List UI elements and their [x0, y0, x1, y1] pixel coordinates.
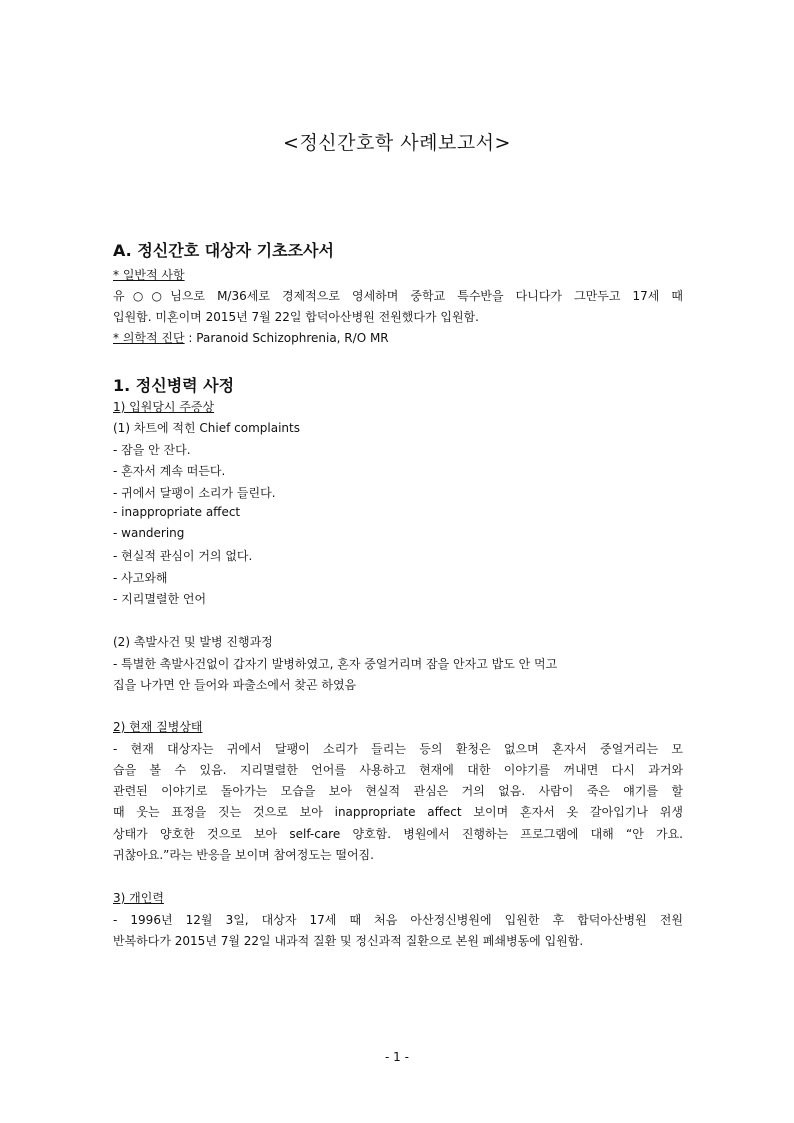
sub1-label: [113, 398, 683, 415]
chief-complaint-item: - 귀에서 달팽이 소리가 들린다.: [113, 486, 276, 500]
chief-complaint-item: - 사고와해: [113, 571, 168, 585]
trigger-line: 집을 나가면 안 들어와 파출소에서 찾곤 하였음: [113, 678, 357, 692]
chief-complaints-title: (1) 차트에 적힌 Chief complaints: [113, 421, 300, 435]
section-1-heading: 1. 정신병력 사정: [113, 376, 235, 395]
chief-complaint-item: - wandering: [113, 526, 185, 540]
trigger-title: (2) 촉발사건 및 발병 진행과정: [113, 635, 273, 649]
chief-complaint-item: - 잠을 안 잔다.: [113, 443, 191, 457]
section-a-heading: A. 정신간호 대상자 기초조사서: [113, 241, 334, 260]
sub3-label: [113, 889, 683, 906]
sub3-label-text: 3) 개인력: [113, 891, 164, 905]
current-state-line: 때 웃는 표정을 짓는 것으로 보아 inappropriate affect 보이며 혼자서 옷 갈아입기나 위생: [113, 805, 683, 819]
sub2-label: [113, 718, 683, 735]
chief-complaint-item: - 혼자서 계속 떠든다.: [113, 464, 226, 478]
sub1-label-text: 1) 입원당시 주증상: [113, 400, 215, 414]
current-state-line: 습을 볼 수 있음. 지리멸렬한 언어를 사용하고 현재에 대한 이야기를 꺼내면 다시 과거와: [113, 763, 683, 777]
personal-history-line: - 1996년 12월 3일, 대상자 17세 때 처음 아산정신병원에 입원한 후 합덕아산병원 전원: [113, 913, 683, 927]
current-state-line: 관련된 이야기로 돌아가는 모습을 보아 현실적 관심은 거의 없음. 사람이 죽은 얘기를 할: [113, 784, 683, 798]
diagnosis-line: [113, 329, 683, 346]
chief-complaint-item: - 현실적 관심이 거의 없다.: [113, 549, 253, 563]
chief-complaint-item: - inappropriate affect: [113, 505, 241, 519]
current-state-line: - 현재 대상자는 귀에서 달팽이 소리가 들리는 등의 환청은 없으며 혼자서 중얼거리는 모: [113, 742, 683, 756]
general-info-line: 입원함. 미혼이며 2015년 7월 22일 합덕아산병원 전원했다가 입원함.: [113, 310, 479, 324]
current-state-line: 귀찮아요.”라는 반응을 보이며 참여정도는 떨어짐.: [113, 848, 374, 862]
trigger-line: - 특별한 촉발사건없이 갑자기 발병하였고, 혼자 중얼거리며 잠을 안자고 밥도 안 먹고: [113, 657, 558, 671]
general-info-label: [113, 266, 683, 283]
general-info-label-text: * 일반적 사항: [113, 268, 185, 282]
current-state-line: 상태가 양호한 것으로 보아 self-care 양호함. 병원에서 진행하는 프로그램에 대해 “안 가요.: [113, 827, 683, 841]
personal-history-line: 반복하다가 2015년 7월 22일 내과적 질환 및 정신과적 질환으로 본원 폐쇄병동에 입원함.: [113, 934, 584, 948]
chief-complaint-item: - 지리멸렬한 언어: [113, 592, 207, 606]
general-info-line: 유○○님으로 M/36세로 경제적으로 영세하며 중학교 특수반을 다니다가 그만두고 17세 때: [113, 289, 683, 303]
diagnosis-label: * 의학적 진단: [113, 331, 185, 345]
diagnosis-value: : Paranoid Schizophrenia, R/O MR: [184, 331, 389, 345]
page-title: <정신간호학 사례보고서>: [283, 132, 511, 154]
sub2-label-text: 2) 현재 질병상태: [113, 720, 203, 734]
page-number: - 1 -: [385, 1050, 409, 1064]
